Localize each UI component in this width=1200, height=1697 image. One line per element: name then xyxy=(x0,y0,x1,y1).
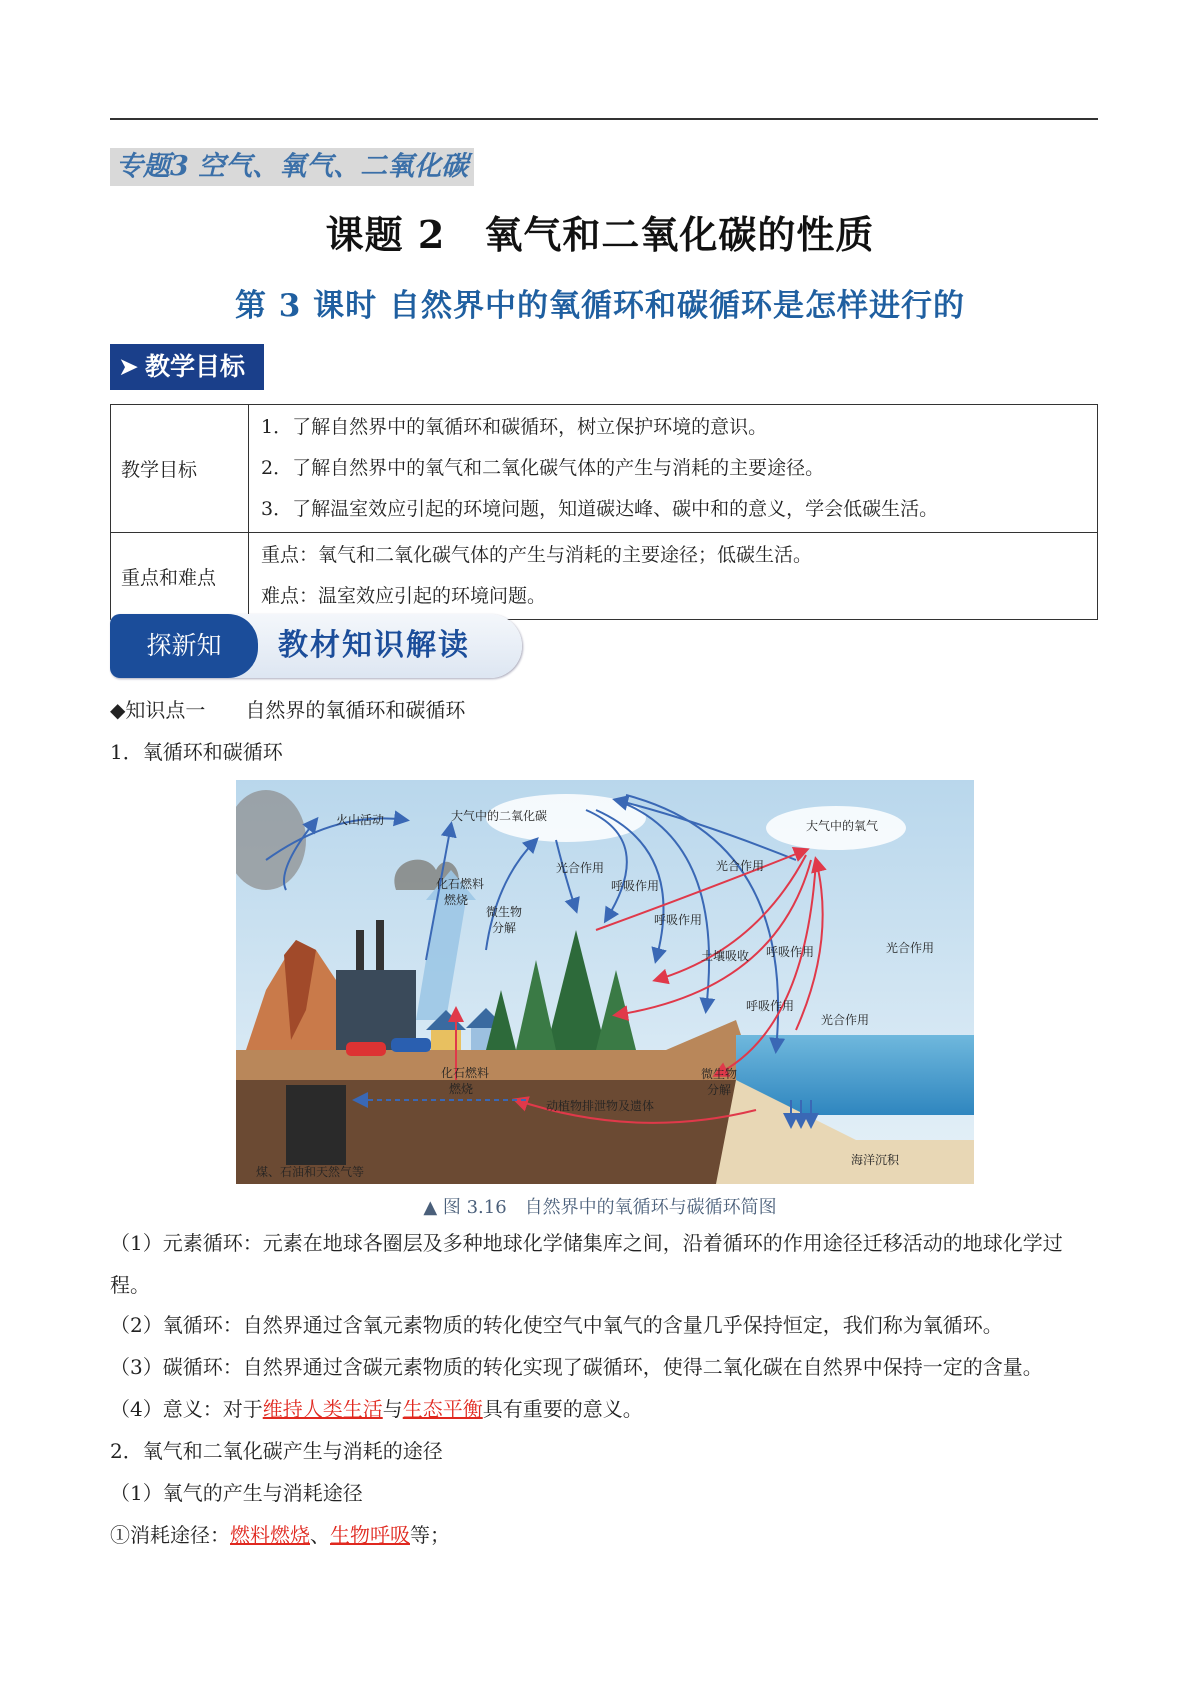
label-photosynthesis-1: 光合作用 xyxy=(556,861,605,875)
label-respiration-4: 呼吸作用 xyxy=(746,999,795,1013)
label-respiration-1: 呼吸作用 xyxy=(611,879,660,893)
section-heading: 2．氧气和二氧化碳产生与消耗的途径 xyxy=(110,1439,443,1463)
significance-suffix: 具有重要的意义。 xyxy=(482,1397,643,1421)
label-photosynthesis-2: 光合作用 xyxy=(716,859,765,873)
keypoint-item: 重点：氧气和二氧化碳气体的产生与消耗的主要途径；低碳生活。 xyxy=(261,544,813,566)
label-o2: 大气中的氧气 xyxy=(806,819,879,833)
paragraph-carbon-cycle: （3）碳循环：自然界通过含碳元素物质的转化实现了碳循环，使得二氧化碳在自然界中保持一定的含量。 xyxy=(110,1355,1043,1379)
consume-suffix: 等； xyxy=(410,1523,450,1547)
label-photosynthesis-4: 光合作用 xyxy=(821,1013,870,1027)
paragraph-oxygen-cycle: （2）氧循环：自然界通过含氧元素物质的转化使空气中氧气的含量几乎保持恒定，我们称为氧循环。 xyxy=(110,1313,1003,1337)
goals-row xyxy=(111,405,1098,533)
keypoints-row-label: 重点和难点 xyxy=(111,533,249,620)
goal-item: 1．了解自然界中的氧循环和碳循环，树立保护环境的意识。 xyxy=(261,416,768,438)
label-microbe-2-line: 分解 xyxy=(707,1083,732,1097)
knowledge-banner-right: 教材知识解读 xyxy=(278,628,470,663)
header-rule xyxy=(110,118,1098,120)
lesson-subtitle: 第 3 课时 自然界中的氧循环和碳循环是怎样进行的 xyxy=(235,288,965,324)
label-respiration-2: 呼吸作用 xyxy=(654,913,703,927)
goals-row-label: 教学目标 xyxy=(111,405,249,533)
paragraph-significance xyxy=(110,1394,643,1424)
consumption-ways xyxy=(110,1520,450,1550)
label-coal: 煤、石油和天然气等 xyxy=(256,1165,365,1179)
significance-mid: 与 xyxy=(382,1397,403,1421)
consume-prefix: ①消耗途径： xyxy=(110,1523,230,1547)
label-fossil-top-line: 燃烧 xyxy=(444,893,469,907)
label-sediment: 海洋沉积 xyxy=(851,1153,900,1167)
cycle-diagram xyxy=(236,780,974,1184)
label-respiration-3: 呼吸作用 xyxy=(766,945,815,959)
goal-item: 2．了解自然界中的氧气和二氧化碳气体的产生与消耗的主要途径。 xyxy=(261,457,825,479)
answer-human-life: 维持人类生活 xyxy=(262,1397,383,1421)
label-microbe-1-line: 分解 xyxy=(492,921,517,935)
label-fossil-bottom-line: 化石燃料 xyxy=(441,1066,490,1080)
car xyxy=(346,1042,386,1056)
teaching-goals-banner xyxy=(110,344,264,390)
paragraph-element-cycle: （1）元素循环：元素在地球各圈层及多种地球化学储集库之间，沿着循环的作用途径迁移活动的地球化学过程。 xyxy=(110,1231,1063,1297)
figure-caption: ▲ 图 3.16 自然界中的氧循环与碳循环简图 xyxy=(423,1197,777,1218)
significance-prefix: （4）意义：对于 xyxy=(110,1397,263,1421)
chimney xyxy=(356,930,364,970)
chimney xyxy=(376,920,384,970)
goal-item: 3．了解温室效应引起的环境问题，知道碳达峰、碳中和的意义，学会低碳生活。 xyxy=(261,498,939,520)
label-fossil-top-line: 化石燃料 xyxy=(436,877,485,891)
knowledge-banner-left: 探新知 xyxy=(110,614,258,678)
label-microbe-1-line: 微生物 xyxy=(486,905,523,919)
keypoints-row xyxy=(111,533,1098,620)
answer-ecological-balance: 生态平衡 xyxy=(402,1397,483,1421)
label-co2: 大气中的二氧化碳 xyxy=(451,809,548,823)
answer-respiration: 生物呼吸 xyxy=(330,1523,410,1547)
answer-fuel-combustion: 燃料燃烧 xyxy=(230,1523,310,1547)
topic-tag: 专题3 空气、氧气、二氧化碳 xyxy=(110,148,474,186)
label-photosynthesis-3: 光合作用 xyxy=(886,941,935,955)
coal-deposit xyxy=(286,1085,346,1165)
knowledge-banner xyxy=(110,614,522,678)
consume-sep: 、 xyxy=(310,1523,330,1547)
subsection-heading: （1）氧气的产生与消耗途径 xyxy=(110,1481,363,1505)
section-heading: 1．氧循环和碳循环 xyxy=(110,740,283,764)
label-remains: 动植物排泄物及遗体 xyxy=(546,1099,655,1113)
goals-table xyxy=(110,404,1098,620)
goals-row-content xyxy=(249,405,1098,533)
car xyxy=(391,1038,431,1052)
label-soil-absorb: 土壤吸收 xyxy=(701,949,750,963)
knowledge-point-heading: ◆知识点一 自然界的氧循环和碳循环 xyxy=(110,698,466,722)
label-microbe-2-line: 微生物 xyxy=(701,1067,738,1081)
arrow-right-icon: ➤ xyxy=(118,352,139,381)
cycle-diagram-svg xyxy=(236,780,974,1184)
teaching-goals-banner-label: 教学目标 xyxy=(144,352,245,381)
lesson-title: 课题 2 氧气和二氧化碳的性质 xyxy=(325,212,875,257)
keypoints-row-content xyxy=(249,533,1098,620)
label-volcano: 火山活动 xyxy=(336,813,385,827)
label-fossil-bottom-line: 燃烧 xyxy=(449,1082,474,1096)
keypoint-item: 难点：温室效应引起的环境问题。 xyxy=(261,585,547,607)
